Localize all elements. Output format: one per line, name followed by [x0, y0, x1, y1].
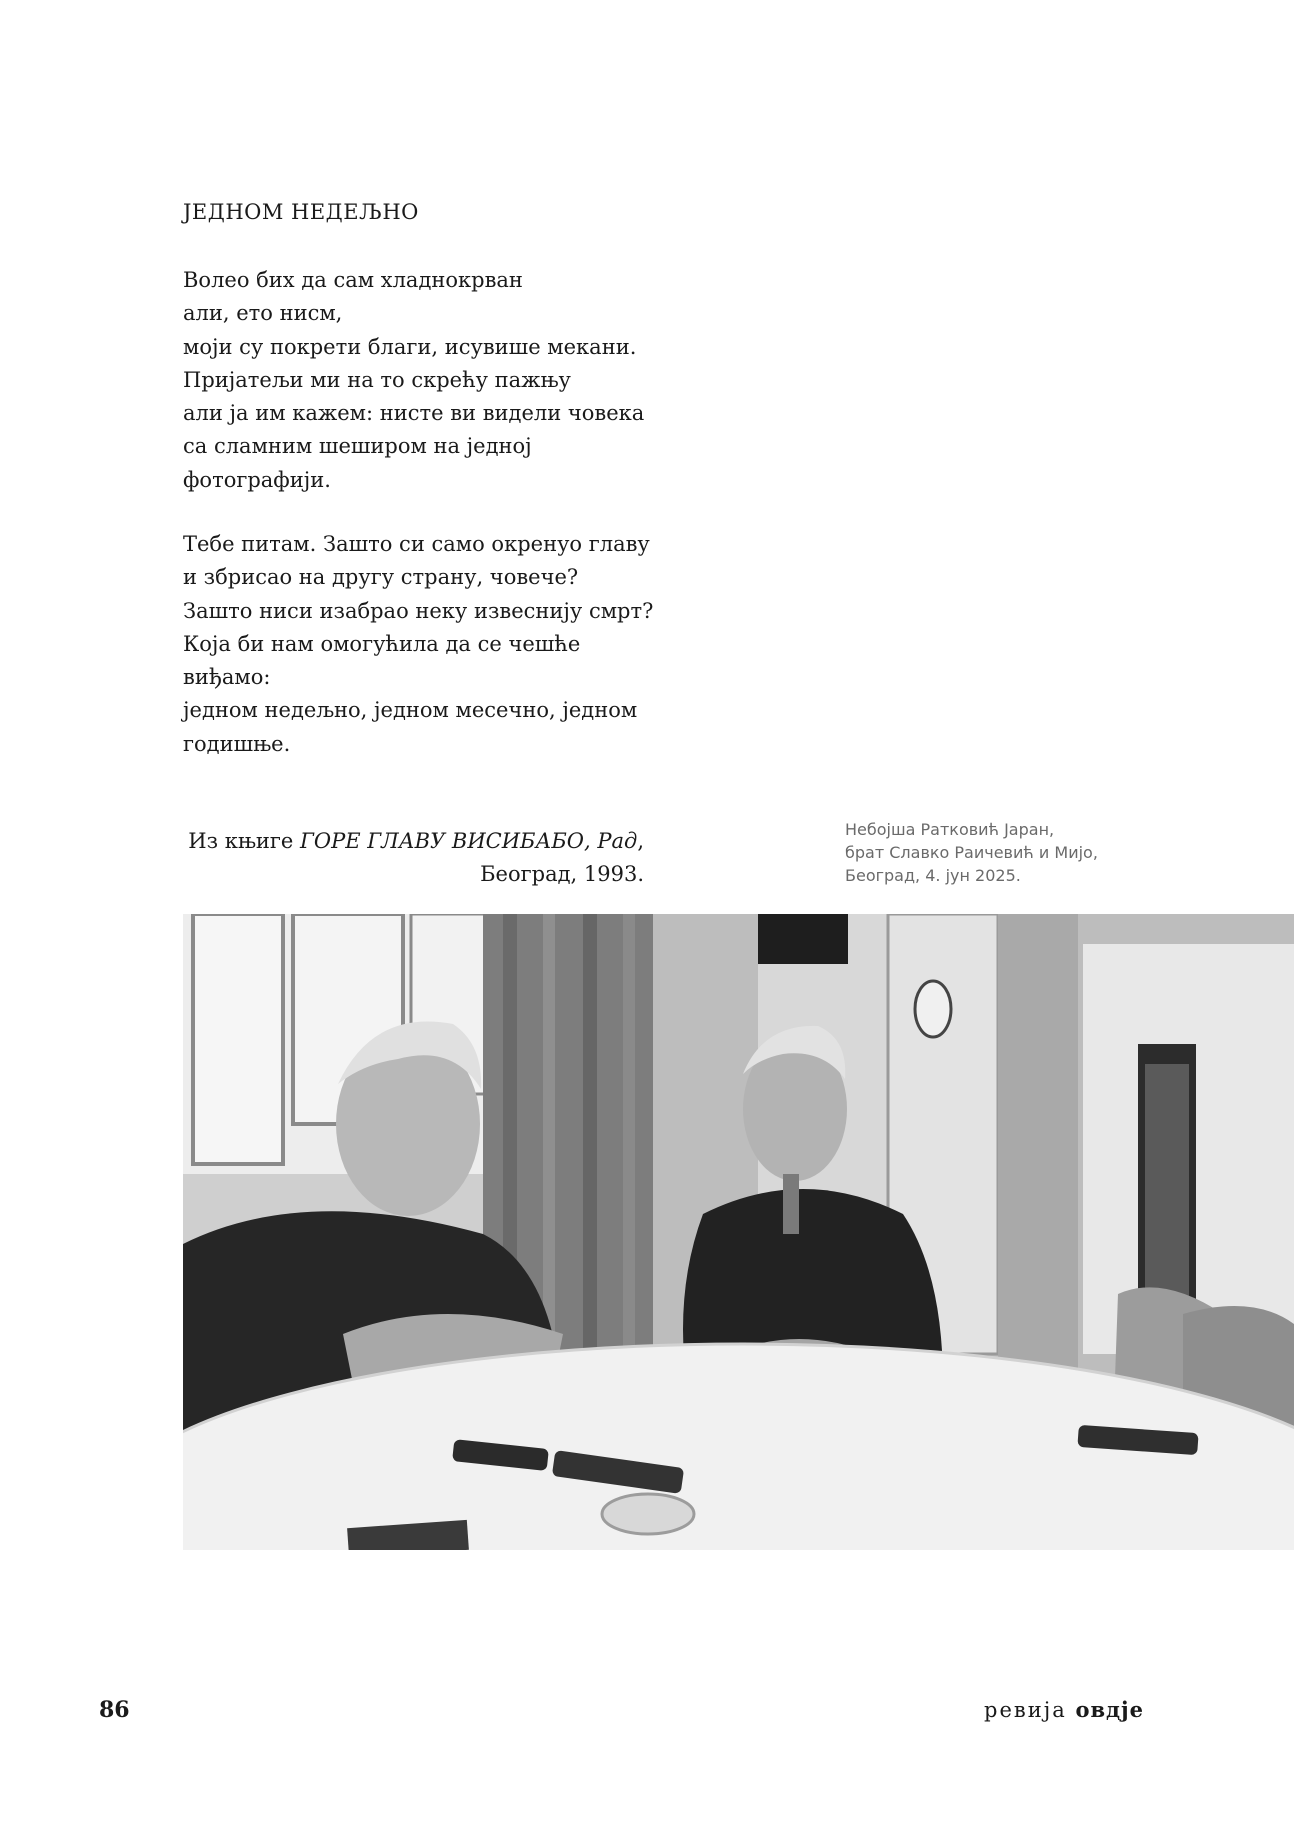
- poem-line: годишње.: [183, 731, 291, 756]
- poem-line: али, ето нисм,: [183, 301, 343, 326]
- poem-stanza-1: [183, 264, 644, 497]
- magazine-prefix: ревија: [984, 1698, 1076, 1722]
- poem-line: виђамо:: [183, 665, 271, 690]
- page-number: 86: [99, 1697, 130, 1723]
- poem-line: са сламним шеширом на једној: [183, 434, 532, 459]
- poem-line: Тебе питам. Зашто си само окренуо главу: [183, 532, 650, 556]
- poem-line: Која би нам омогућила да се чешће: [183, 631, 581, 656]
- caption-line: Београд, 4. јун 2025.: [845, 866, 1021, 885]
- caption-line: брат Славко Раичевић и Мијо,: [845, 843, 1098, 862]
- poem-line: Волео бих да сам хладнокрван: [183, 268, 523, 292]
- poem-line: једном недељно, једном месечно, једном: [183, 698, 638, 723]
- poem-stanza-2: [183, 528, 653, 761]
- source-prefix: Из књиге: [188, 829, 301, 853]
- source-suffix: ,: [637, 829, 644, 853]
- poem-line: моји су покрети благи, исувише мекани.: [183, 334, 637, 359]
- poem-source: [164, 825, 644, 891]
- photo-two-men-at-table: [183, 914, 1294, 1550]
- magazine-title: овдје: [1075, 1697, 1144, 1722]
- caption-line: Небојша Ратковић Јаран,: [845, 820, 1055, 839]
- source-book-title: ГОРЕ ГЛАВУ ВИСИБАБО, Рад: [300, 829, 638, 853]
- photo-illustration: [183, 914, 1294, 1550]
- source-book-line: [164, 825, 644, 858]
- poem-line: Зашто ниси изабрао неку извеснију смрт?: [183, 598, 654, 623]
- poem-line: фотографији.: [183, 467, 331, 492]
- photo-caption: [845, 818, 1098, 887]
- poem-line: Пријатељи ми на то скрећу пажњу: [183, 367, 571, 392]
- source-place-year: Београд, 1993.: [480, 862, 644, 886]
- poem-line: и збрисао на другу страну, човече?: [183, 565, 579, 590]
- poem-line: али ја им кажем: нисте ви видели човека: [183, 401, 645, 426]
- poem-title: ЈЕДНОМ НЕДЕЉНО: [183, 200, 419, 224]
- magazine-name: [984, 1697, 1144, 1722]
